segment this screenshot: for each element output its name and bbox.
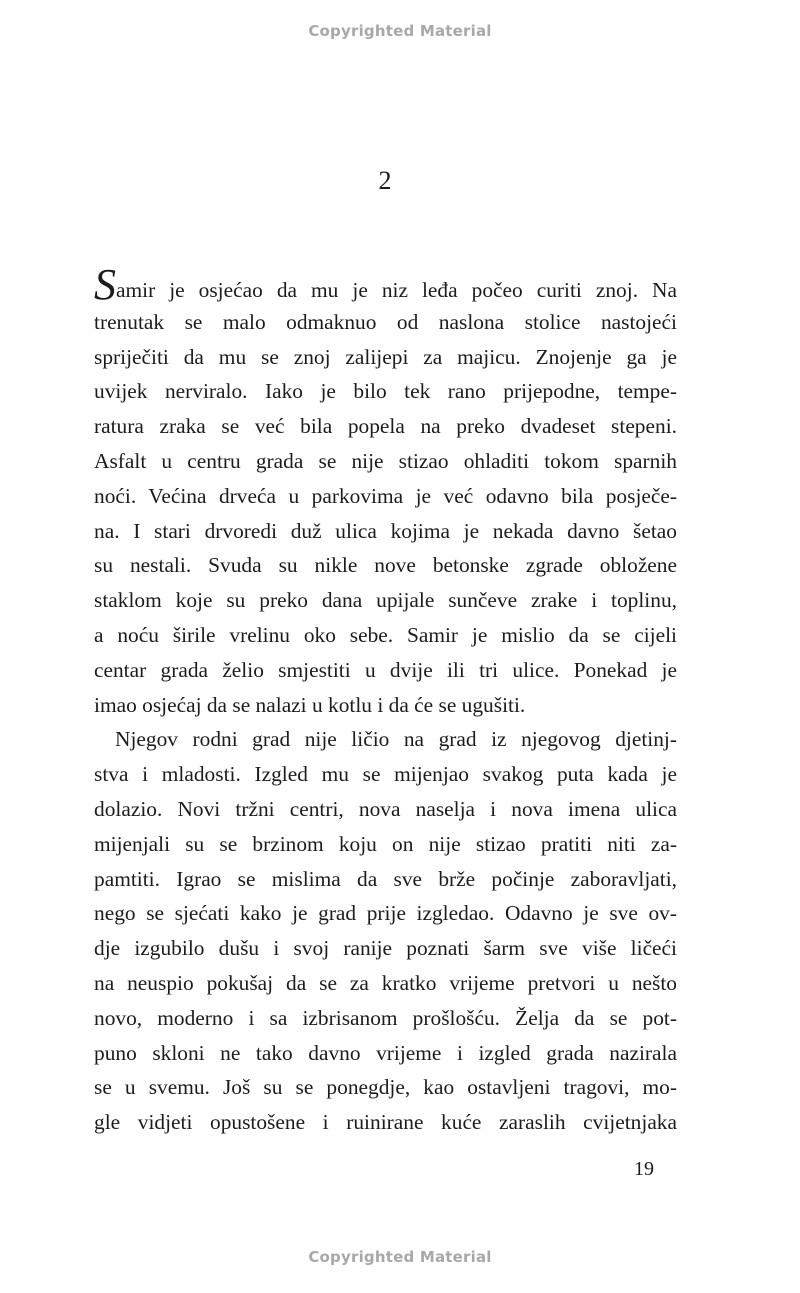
text-line: stva i mladosti. Izgled mu se mijenjao svakog puta kada je bbox=[94, 762, 677, 787]
text-line: su nestali. Svuda su nikle nove betonske zgrade obložene bbox=[94, 553, 677, 578]
body-text bbox=[94, 260, 677, 1140]
text-line: staklom koje su preko dana upijale sunčeve zrake i toplinu, bbox=[94, 588, 677, 613]
text-line: dje izgubilo dušu i svoj ranije poznati šarm sve više ličeći bbox=[94, 936, 677, 961]
text-line: se u svemu. Još su se ponegdje, kao ostavljeni tragovi, mo- bbox=[94, 1075, 677, 1100]
paragraph-1 bbox=[94, 260, 677, 722]
text-line: imao osjećaj da se nalazi u kotlu i da će se ugušiti. bbox=[94, 692, 526, 717]
text-line: Njegov rodni grad nije ličio na grad iz njegovog djetinj- bbox=[115, 727, 677, 752]
drop-cap: S bbox=[94, 260, 116, 309]
text-line: a noću širile vrelinu oko sebe. Samir je mislio da se cijeli bbox=[94, 622, 677, 647]
text-line: dolazio. Novi tržni centri, nova naselja i nova imena ulica bbox=[94, 796, 677, 821]
text-line bbox=[94, 260, 677, 309]
text-line: noći. Većina drveća u parkovima je već odavno bila posječe- bbox=[94, 483, 677, 508]
text-line: uvijek nerviralo. Iako je bilo tek rano prijepodne, tempe- bbox=[94, 379, 677, 404]
text-line: trenutak se malo odmaknuo od naslona stolice nastojeći bbox=[94, 309, 677, 334]
paragraph-2 bbox=[94, 722, 677, 1140]
text-line: gle vidjeti opustošene i ruinirane kuće zaraslih cvijetnjaka bbox=[94, 1110, 677, 1135]
text-line: pamtiti. Igrao se mislima da sve brže počinje zaboravljati, bbox=[94, 866, 677, 891]
text-line: mijenjali su se brzinom koju on nije stizao pratiti niti za- bbox=[94, 831, 677, 856]
text-line: spriječiti da mu se znoj zalijepi za majicu. Znojenje ga je bbox=[94, 344, 677, 369]
text-line: puno skloni ne tako davno vrijeme i izgled grada nazirala bbox=[94, 1040, 677, 1065]
copyright-watermark-top: Copyrighted Material bbox=[308, 22, 492, 40]
chapter-number: 2 bbox=[378, 166, 392, 195]
text-line: ratura zraka se već bila popela na preko dvadeset stepeni. bbox=[94, 414, 677, 439]
page-number: 19 bbox=[634, 1158, 654, 1180]
text-line-content: amir je osjećao da mu je niz leđa počeo curiti znoj. Na bbox=[116, 278, 677, 302]
text-line: centar grada želio smjestiti u dvije ili tri ulice. Ponekad je bbox=[94, 657, 677, 682]
text-line: nego se sjećati kako je grad prije izgledao. Odavno je sve ov- bbox=[94, 901, 677, 926]
copyright-watermark-bottom: Copyrighted Material bbox=[308, 1248, 492, 1266]
text-line: na. I stari drvoredi duž ulica kojima je nekada davno šetao bbox=[94, 518, 677, 543]
text-line: Asfalt u centru grada se nije stizao ohladiti tokom sparnih bbox=[94, 448, 677, 473]
text-line: novo, moderno i sa izbrisanom prošlošću. Želja da se pot- bbox=[94, 1005, 677, 1030]
text-line: na neuspio pokušaj da se za kratko vrijeme pretvori u nešto bbox=[94, 970, 677, 995]
